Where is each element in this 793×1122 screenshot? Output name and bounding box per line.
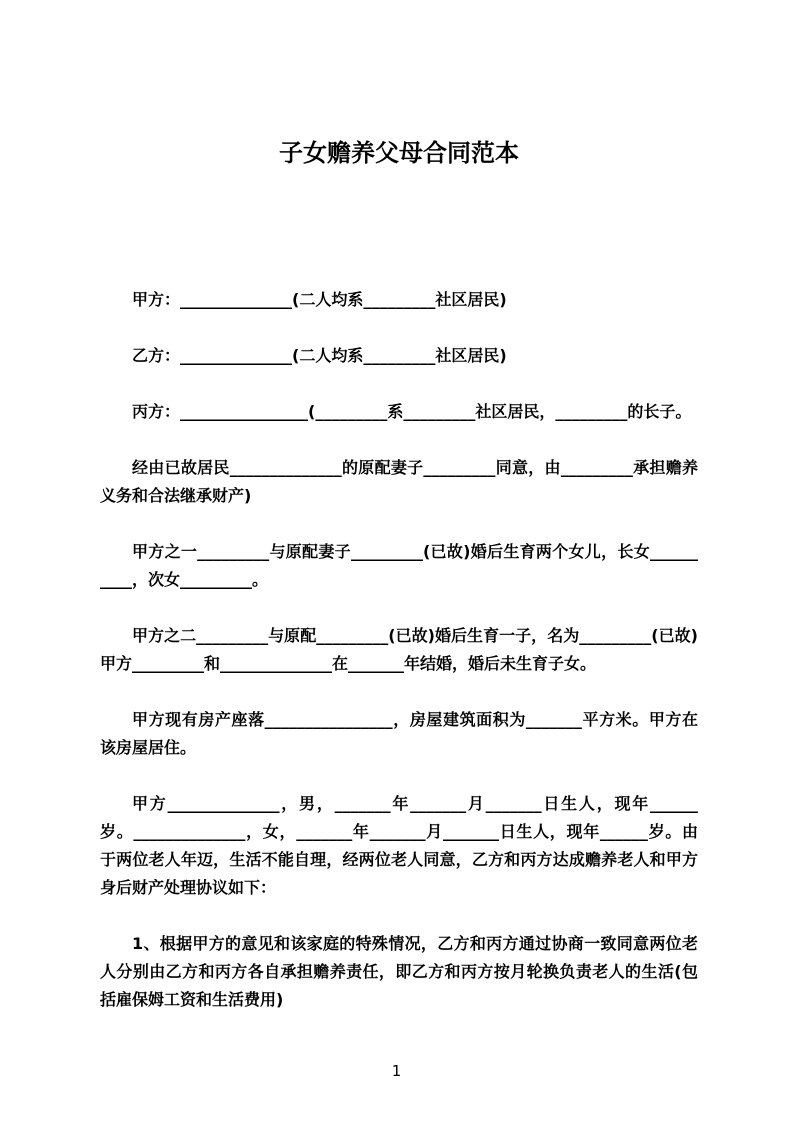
paragraph-elders-info: 甲方______________，男，_______年_______月_______日生人，现年______岁。______________，女，_______年_______月_______日生人，现年______岁。由于两位老人年迈，生活不能自理，经两位老人同意，乙方和丙方达成赡养老人和甲方身后财产处理协议如下： (100, 794, 698, 897)
paragraph-party-a: 甲方：______________(二人均系_________社区居民) (132, 290, 507, 309)
paragraph-party-a2-family: 甲方之二_________与原配_________(已故)婚后生育一子，名为_________(已故)甲方_________和______________在_______年结婚，婚后未生育子女。 (100, 626, 698, 673)
paragraph-clause-1: 1、根据甲方的意见和该家庭的特殊情况，乙方和丙方通过协商一致同意两位老人分别由乙方和丙方各自承担赡养责任，即乙方和丙方按月轮换负责老人的生活(包括雇保姆工资和生活费用) (100, 934, 698, 1009)
document-title: 子女赡养父母合同范本 (279, 139, 519, 167)
paragraph-party-a1-family: 甲方之一_________与原配妻子_________(已故)婚后生育两个女儿，长女__________，次女_________。 (100, 542, 698, 589)
paragraph-party-c: 丙方：________________(_________系_________社区居民，_________的长子。 (132, 402, 692, 421)
paragraph-consent-clause: 经由已故居民______________的原配妻子_________同意，由_________承担赡养义务和合法继承财产) (100, 458, 698, 505)
paragraph-property: 甲方现有房产座落________________，房屋建筑面积为_______平方米。甲方在该房屋居住。 (100, 710, 698, 757)
page-number: 1 (391, 1062, 402, 1080)
paragraph-party-b: 乙方：______________(二人均系_________社区居民) (132, 346, 507, 365)
